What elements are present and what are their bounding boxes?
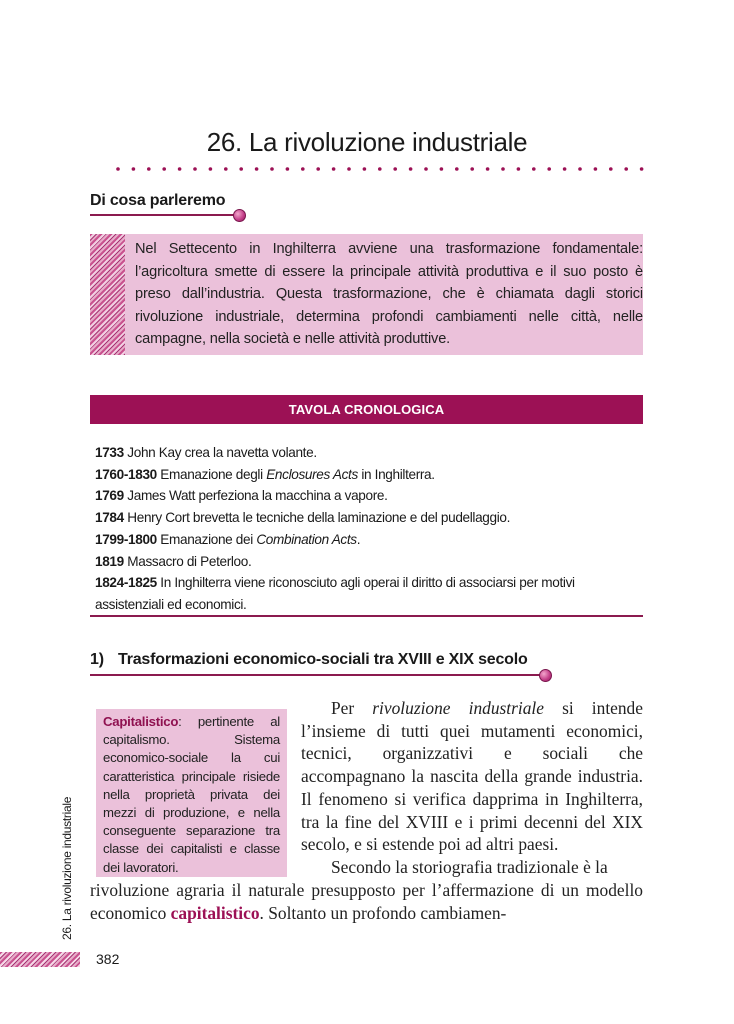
rule-dot	[409, 167, 413, 171]
timeline-title-band: TAVOLA CRONOLOGICA	[90, 395, 643, 424]
rule-dot	[363, 167, 367, 171]
body-text-italic: rivoluzione industriale	[372, 698, 544, 718]
rule-dot	[624, 167, 628, 171]
timeline-entry	[95, 507, 643, 529]
timeline-text: John Kay crea la navetta volante.	[127, 445, 317, 460]
rule-dot	[517, 167, 521, 171]
section-heading-rule	[90, 674, 542, 676]
rule-dot	[393, 167, 397, 171]
rule-dot	[440, 167, 444, 171]
timeline-entry	[95, 572, 643, 615]
section-number: 1)	[90, 651, 104, 668]
rule-dot	[486, 167, 490, 171]
rule-dot	[455, 167, 459, 171]
rule-dot	[301, 167, 305, 171]
rule-dot	[640, 167, 644, 171]
rule-dot	[316, 167, 320, 171]
body-text: si intende l’insieme di tutti quei mutamenti economici, tecnici, organizzativi e sociali che accompagnano la nascita della grande industria. Il fenomeno si verifica dapprima in Inghilterra, tra la fine del XVIII e i primi decenni del XIX secolo, e si estende poi ad altri paesi.	[301, 698, 643, 855]
timeline-entry	[95, 485, 643, 507]
fabric-stripe-decoration	[0, 952, 80, 967]
rule-dot	[178, 167, 182, 171]
body-paragraph-full	[90, 879, 643, 924]
keyword-link[interactable]: capitalistico	[170, 902, 260, 923]
rule-dot	[162, 167, 166, 171]
timeline-year: 1819	[95, 553, 124, 569]
body-text: . Soltanto un profondo cambiamen-	[259, 902, 507, 923]
timeline-text: in Inghilterra.	[361, 466, 435, 482]
timeline-text: .	[356, 531, 361, 547]
rule-dot	[332, 167, 336, 171]
rule-dot	[286, 167, 290, 171]
rule-dot	[209, 167, 213, 171]
rule-dot	[532, 167, 536, 171]
rule-dot	[270, 167, 274, 171]
rule-dot	[378, 167, 382, 171]
rule-dot	[563, 167, 567, 171]
bullet-dot-icon	[539, 669, 552, 682]
fabric-stripe-decoration	[90, 234, 125, 355]
timeline-text-italic: Combination Acts	[256, 531, 357, 547]
page-number: 382	[96, 951, 120, 967]
rule-dot	[116, 167, 120, 171]
glossary-text	[103, 713, 280, 877]
timeline-entry	[95, 551, 643, 573]
timeline-entry	[95, 529, 643, 551]
body-paragraph	[301, 697, 643, 856]
timeline-bottom-rule	[90, 615, 643, 617]
timeline-year: 1769	[95, 488, 124, 504]
rule-dot	[578, 167, 582, 171]
rule-dot	[470, 167, 474, 171]
rule-dot	[132, 167, 136, 171]
section-heading	[90, 651, 528, 669]
timeline-text: Henry Cort brevetta le tecniche della laminazione e del pudellaggio.	[127, 510, 511, 526]
body-text: rivoluzione agraria il naturale presupposto per l’affermazione di un modello economico	[90, 880, 643, 923]
rule-dot	[501, 167, 505, 171]
timeline-year: 1824-1825	[95, 575, 157, 591]
rule-dot	[347, 167, 351, 171]
rule-dot	[224, 167, 228, 171]
rule-dot	[594, 167, 598, 171]
intro-heading-rule	[90, 214, 238, 216]
timeline-text: James Watt perfeziona la macchina a vapore.	[127, 488, 388, 504]
running-head: 26. La rivoluzione industriale	[60, 796, 74, 940]
timeline-text-italic: Enclosures Acts	[266, 466, 358, 482]
rule-dot	[547, 167, 551, 171]
rule-dot	[424, 167, 428, 171]
rule-dot	[255, 167, 259, 171]
chapter-title: 26. La rivoluzione industriale	[206, 127, 528, 157]
section-title: Trasformazioni economico-sociali tra XVIII e XIX secolo	[118, 651, 528, 668]
timeline-entry	[95, 464, 643, 486]
rule-dot	[147, 167, 151, 171]
body-column	[301, 697, 643, 879]
rule-dot	[609, 167, 613, 171]
body-text: Per	[331, 698, 355, 718]
glossary-term: Capitalistico	[103, 714, 179, 729]
bullet-dot-icon	[233, 209, 246, 222]
timeline-list	[95, 442, 643, 616]
timeline-year: 1799-1800	[95, 531, 157, 547]
timeline-text: Emanazione dei	[160, 531, 253, 547]
body-paragraph: Secondo la storiografia tradizionale è la	[331, 856, 608, 877]
intro-text: Nel Settecento in Inghilterra avviene una trasformazione fondamentale: l’agricoltura smette di essere la principale attività produttiva e il suo posto è preso dall’industria. Questa trasformazione, che è chiamata dagli storici rivoluzione industriale, determina profondi cambiamenti nelle città, nelle campagne, nella società e nelle attività produttive.	[135, 241, 643, 348]
timeline-year: 1733	[95, 445, 124, 460]
timeline-text: Emanazione degli	[160, 466, 263, 482]
timeline-year: 1760-1830	[95, 466, 157, 482]
timeline-text: Massacro di Peterloo.	[127, 553, 252, 569]
timeline-year: 1784	[95, 510, 124, 526]
intro-heading: Di cosa parleremo	[90, 192, 226, 209]
rule-dot	[193, 167, 197, 171]
dotted-rule	[116, 164, 646, 174]
timeline-text: In Inghilterra viene riconosciuto agli operai il diritto di associarsi per motivi assistenziali ed economici.	[95, 575, 575, 612]
rule-dot	[239, 167, 243, 171]
timeline-entry	[95, 442, 643, 464]
glossary-definition: : pertinente al capitalismo. Sistema economico-sociale la cui caratteristica principale risiede nella proprietà privata dei mezzi di produzione, e nella conseguente separazione tra classe dei capitalisti e classe dei lavoratori.	[103, 714, 280, 875]
